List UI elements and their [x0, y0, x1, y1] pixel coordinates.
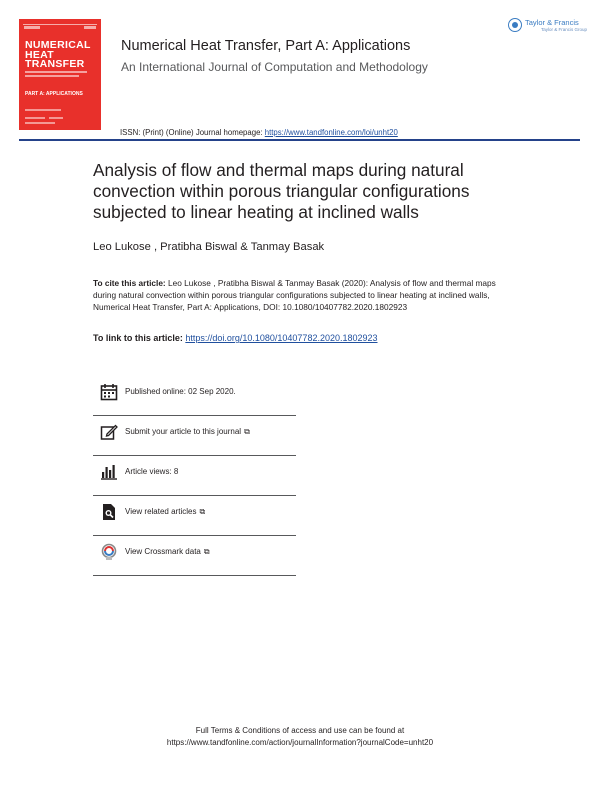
calendar-icon [100, 383, 118, 401]
issn-text: ISSN: (Print) (Online) Journal homepage: [120, 128, 265, 137]
journal-cover [19, 19, 101, 130]
external-link-icon: ⧉ [203, 547, 210, 556]
submit-article-label[interactable]: Submit your article to this journal [125, 427, 242, 436]
footer [0, 725, 600, 749]
article-title: Analysis of flow and thermal maps during natural convection within porous triangular configurations subjected to linear heating at inclined walls [93, 160, 470, 222]
logo-tagline: Taylor & Francis Group [541, 27, 588, 32]
article-authors: Leo Lukose , Pratibha Biswal & Tanmay Basak [93, 241, 325, 253]
citation-text: Leo Lukose , Pratibha Biswal & Tanmay Basak (2020): Analysis of flow and thermal maps during natural convection within porous triangular configurations subjected to linear heating at inclined walls, Numerical Heat Transfer, Part A: Applications, DOI: [93, 278, 496, 312]
journal-subtitle: An International Journal of Computation and Methodology [121, 60, 428, 74]
related-articles-item[interactable] [93, 499, 296, 536]
footer-terms-link[interactable]: https://www.tandfonline.com/action/journalInformation?journalCode=unht20 [166, 738, 434, 747]
bar-chart-icon [100, 463, 118, 481]
article-doi-link[interactable]: https://doi.org/10.1080/10407782.2020.1802923 [185, 333, 378, 343]
footer-terms-text: Full Terms & Conditions of access and use can be found at [195, 726, 405, 735]
citation [93, 278, 518, 313]
published-online-item [93, 379, 296, 416]
crossmark-item[interactable] [93, 539, 296, 576]
logo-icon [508, 18, 522, 32]
journal-title[interactable]: Numerical Heat Transfer, Part A: Applications [121, 38, 411, 54]
cover-part: PART A: APPLICATIONS [25, 91, 83, 97]
external-link-icon: ⧉ [244, 427, 250, 436]
article-link-line [93, 333, 378, 343]
header-divider [19, 139, 580, 141]
related-articles-label[interactable]: View related articles [125, 507, 197, 516]
crossmark-icon [100, 543, 118, 561]
cover-title: NUMERICAL HEAT TRANSFER [25, 39, 91, 70]
published-online-label: Published online: 02 Sep 2020. [125, 387, 236, 396]
logo-name: Taylor & Francis [525, 18, 579, 27]
citation-doi: 10.1080/10407782.2020.1802923 [282, 301, 408, 312]
issn-line [120, 128, 398, 137]
article-views-label: Article views: 8 [125, 467, 179, 476]
submit-article-item[interactable] [93, 419, 296, 456]
search-document-icon [100, 503, 118, 521]
citation-label: To cite this article: [93, 278, 166, 288]
journal-homepage-link[interactable]: https://www.tandfonline.com/loi/unht20 [264, 128, 398, 137]
external-link-icon: ⧉ [199, 507, 206, 516]
edit-icon [100, 423, 118, 441]
publisher-logo [508, 16, 590, 38]
article-link-label: To link to this article: [93, 333, 186, 343]
article-views-item [93, 459, 296, 496]
crossmark-label[interactable]: View Crossmark data [125, 547, 201, 556]
